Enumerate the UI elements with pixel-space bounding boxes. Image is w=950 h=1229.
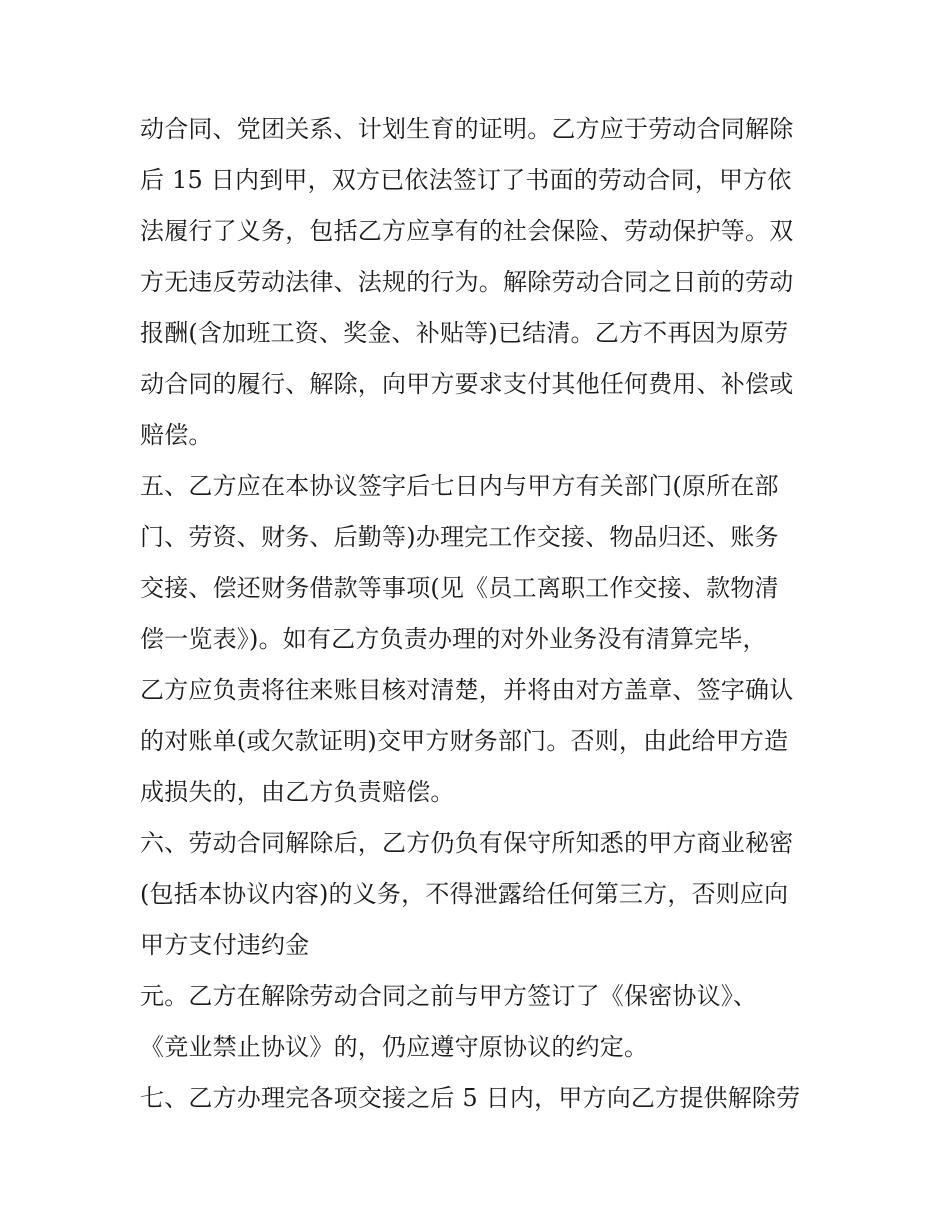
text-line: 五、乙方应在本协议签字后七日内与甲方有关部门(原所在部 [140, 472, 779, 500]
text-line: 动合同的履行、解除，向甲方要求支付其他任何费用、补偿或 [140, 370, 794, 398]
text-line: 门、劳资、财务、后勤等)办理完工作交接、物品归还、账务 [140, 523, 779, 551]
text-line: 偿一览表》)。如有乙方负责办理的对外业务没有清算完毕， [140, 625, 767, 653]
text-line: 成损失的，由乙方负责赔偿。 [140, 778, 455, 806]
text-line: 方无违反劳动法律、法规的行为。解除劳动合同之日前的劳动 [140, 268, 794, 296]
text-line: 动合同、党团关系、计划生育的证明。乙方应于劳动合同解除 [140, 115, 794, 143]
text-line: 赔偿。 [140, 421, 213, 449]
text-line: 报酬(含加班工资、奖金、补贴等)已结清。乙方不再因为原劳 [140, 319, 789, 347]
text-line: 后 15 日内到甲，双方已依法签订了书面的劳动合同，甲方依 [140, 166, 792, 194]
text-line: (包括本协议内容)的义务，不得泄露给任何第三方，否则应向 [140, 880, 789, 908]
text-line: 元。乙方在解除劳动合同之前与甲方签订了《保密协议》、 [140, 982, 758, 1010]
text-line: 《竞业禁止协议》的，仍应遵守原协议的约定。 [140, 1033, 649, 1061]
text-line: 的对账单(或欠款证明)交甲方财务部门。否则，由此给甲方造 [140, 727, 789, 755]
document-body [140, 104, 830, 1124]
text-line: 乙方应负责将往来账目核对清楚，并将由对方盖章、签字确认 [140, 676, 794, 704]
text-line: 法履行了义务，包括乙方应享有的社会保险、劳动保护等。双 [140, 217, 794, 245]
text-line: 七、乙方办理完各项交接之后 5 日内，甲方向乙方提供解除劳 [140, 1084, 801, 1112]
text-line: 甲方支付违约金 [140, 931, 310, 959]
text-line: 六、劳动合同解除后，乙方仍负有保守所知悉的甲方商业秘密 [140, 829, 794, 857]
text-line: 交接、偿还财务借款等事项(见《员工离职工作交接、款物清 [140, 574, 779, 602]
